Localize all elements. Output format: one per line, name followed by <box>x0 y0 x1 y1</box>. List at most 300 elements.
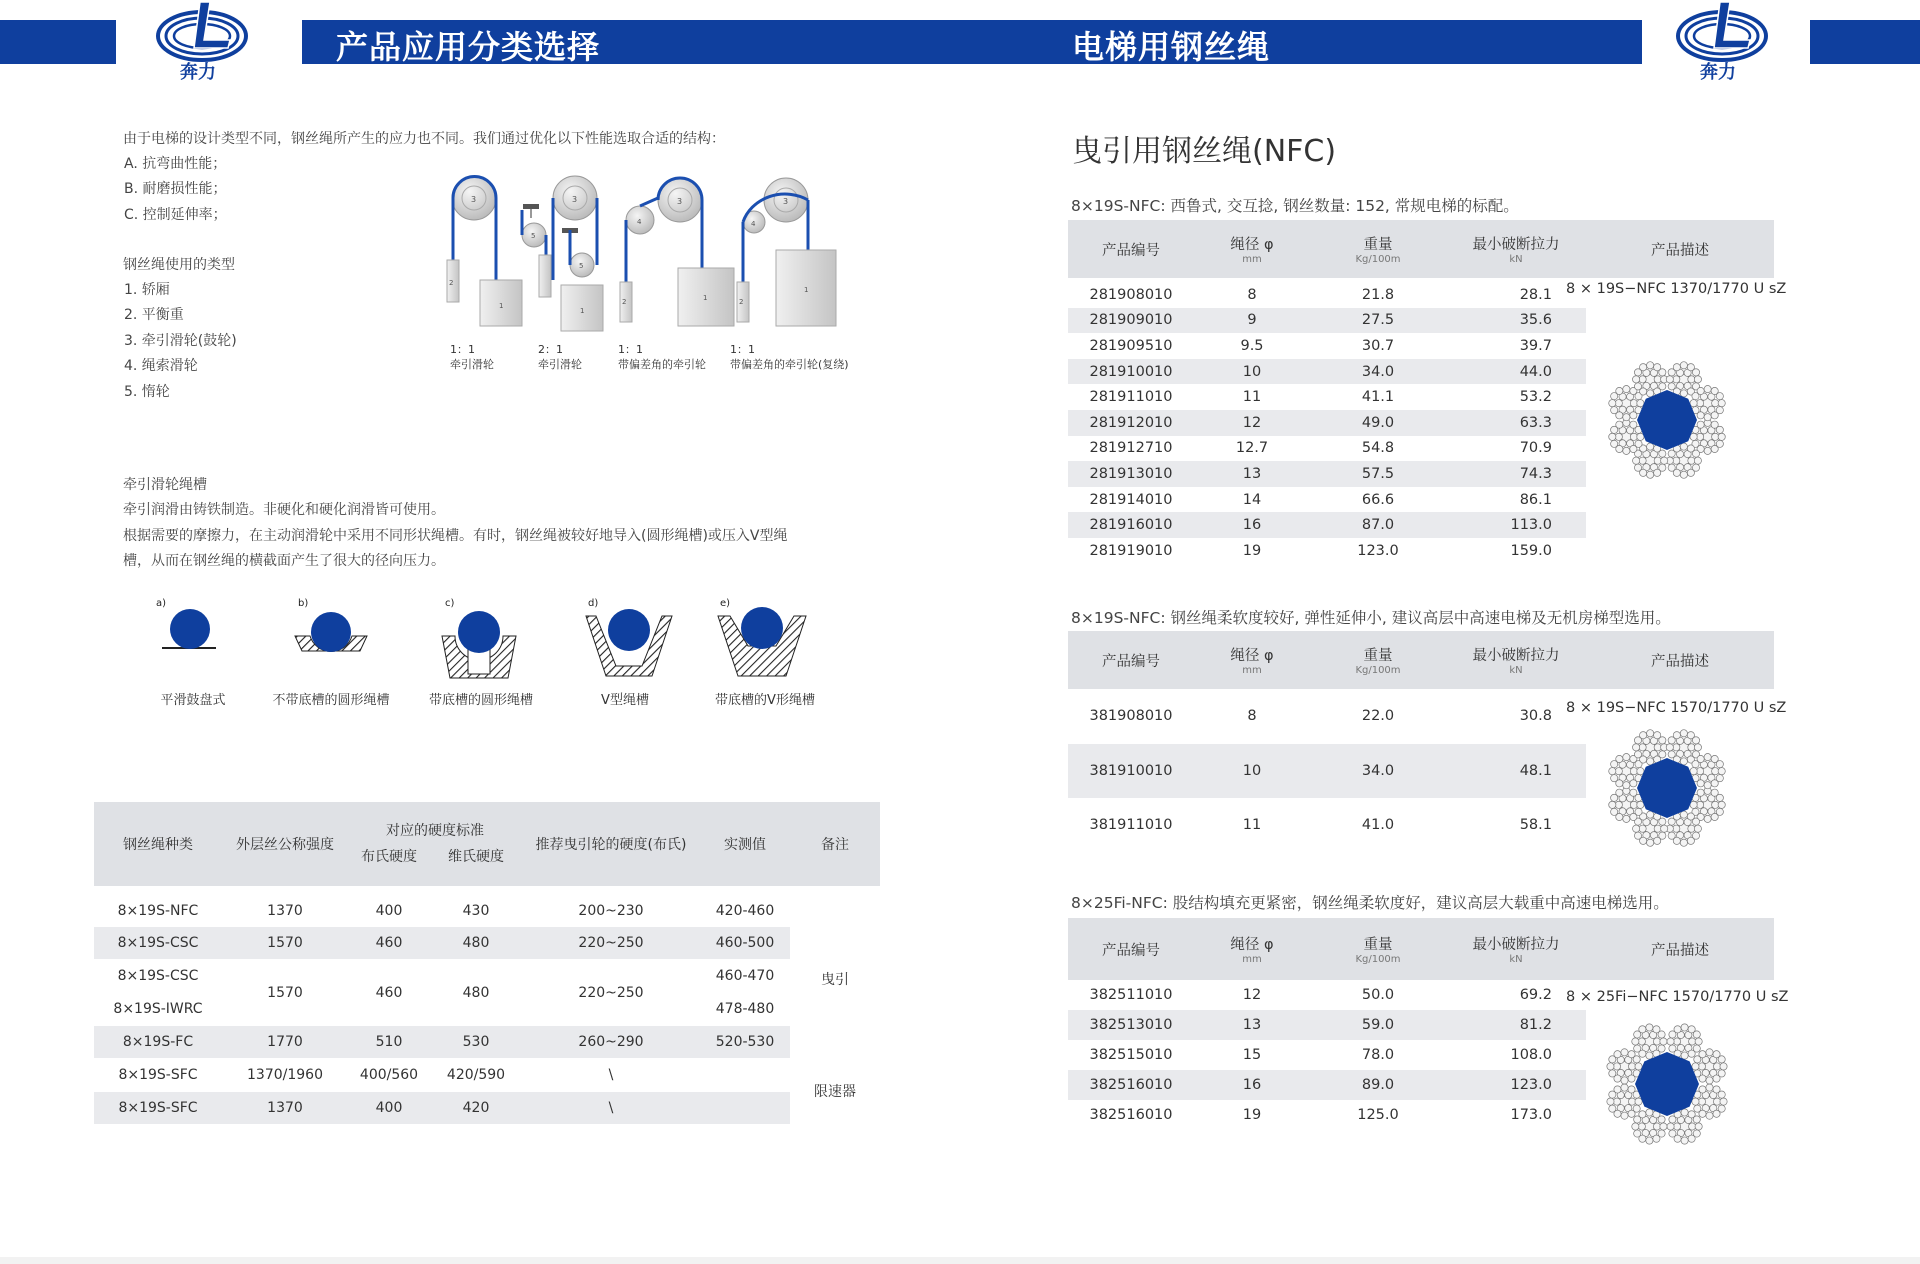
cell-code: 281910010 <box>1068 359 1194 385</box>
groove-caption-e: 带底槽的V形绳槽 <box>715 693 815 708</box>
rope-wire <box>1611 775 1618 782</box>
rope-wire <box>1639 744 1646 751</box>
rope-wire <box>1706 1084 1713 1091</box>
cell-weight: 30.7 <box>1361 337 1395 354</box>
rope-wire <box>1680 362 1687 369</box>
cell-weight: 49.0 <box>1310 410 1446 436</box>
rope-wire <box>1692 369 1699 376</box>
groove-line-1: 牵引润滑由铸铁制造。非硬化和硬化润滑皆可使用。 <box>123 502 445 518</box>
rope-wire <box>1646 1109 1653 1116</box>
rope-wire <box>1623 782 1630 789</box>
brand-logo <box>152 0 252 84</box>
rope-wire <box>1692 737 1699 744</box>
rope-wire <box>1668 751 1675 758</box>
col-header-brinell: 布氏硬度 <box>361 849 417 865</box>
cell-code: 281908010 <box>1089 286 1173 303</box>
rope-wire <box>1698 1063 1705 1070</box>
rope-wire <box>1680 730 1687 737</box>
svg-text:4: 4 <box>637 218 642 226</box>
rope-wire <box>1634 1045 1641 1052</box>
cell-code: 381908010 <box>1089 708 1173 725</box>
rope-wire <box>1712 768 1719 775</box>
rope-wire <box>1688 1050 1695 1057</box>
rope-wire <box>1716 426 1723 433</box>
rope-wire <box>1616 387 1623 394</box>
rope-wire <box>1621 1112 1628 1119</box>
rope-wire <box>1688 1135 1695 1142</box>
rope-wire <box>1713 1098 1720 1105</box>
rope-wire <box>1690 433 1697 440</box>
cell-weight: 21.8 <box>1361 286 1395 303</box>
rope-wire <box>1647 443 1654 450</box>
col-header-desc: 产品描述 <box>1651 242 1709 259</box>
rope-wire <box>1716 393 1723 400</box>
remark-governor: 限速器 <box>790 1058 880 1124</box>
rope-core <box>1637 758 1697 818</box>
list-item: A. 抗弯曲性能； <box>124 156 227 172</box>
rope-wire <box>1713 1063 1720 1070</box>
rope-wire <box>1615 433 1622 440</box>
cell-weight: 57.5 <box>1310 461 1446 487</box>
rope-wire <box>1609 768 1616 775</box>
svg-text:4: 4 <box>751 220 756 228</box>
table-row: 8×19S-CSC 8×19S-IWRC 1570 460 480 220~250 460-470 478-480 <box>113 968 775 1017</box>
rope-wire <box>1697 789 1704 796</box>
col-header-diameter: 绳径 φ mm <box>1230 648 1274 676</box>
logo-text: 奔力 <box>1700 62 1736 83</box>
groove-b <box>295 598 367 652</box>
groove-caption-c: 带底槽的圆形绳槽 <box>428 693 533 708</box>
cell-force: 159.0 <box>1510 542 1552 559</box>
cell-weight: 123.0 <box>1357 542 1399 559</box>
rope-wire <box>1647 758 1654 765</box>
col-header-force: 最小破断拉力 kN <box>1472 237 1560 265</box>
rope-wire <box>1630 445 1637 452</box>
rope-wire <box>1639 1111 1646 1118</box>
groove-line-3: 槽，从而在钢丝绳的横截面产生了很大的径向压力。 <box>123 553 445 569</box>
rope-core <box>1635 1052 1699 1116</box>
section-title: 曳引用钢丝绳(NFC) <box>1072 134 1337 169</box>
rope-wire <box>1634 464 1641 471</box>
roping-diagram-3 <box>620 178 734 326</box>
rope-wire <box>1694 376 1701 383</box>
cell-code: 281913010 <box>1068 461 1194 487</box>
rope-wire <box>1680 811 1687 818</box>
rope-wire <box>1639 457 1646 464</box>
rope-wire <box>1713 1110 1720 1117</box>
svg-text:1: 1 <box>804 286 809 294</box>
svg-text:5: 5 <box>579 262 584 270</box>
rope-wire <box>1698 1098 1705 1105</box>
rope-wire <box>1654 457 1661 464</box>
rope-wire <box>1609 1105 1616 1112</box>
usage-list <box>124 278 237 405</box>
groove-caption-d: V型绳槽 <box>601 693 649 708</box>
cell-code: 381910010 <box>1068 744 1194 799</box>
cell-weight: 59.0 <box>1310 1010 1446 1040</box>
rope-wire <box>1623 447 1630 454</box>
svg-text:3: 3 <box>783 197 789 206</box>
roping-diagram-4 <box>737 178 836 326</box>
cell-code: 382511010 <box>1089 987 1173 1003</box>
cell-code: 381911010 <box>1089 817 1173 834</box>
rope-wire <box>1693 1116 1700 1123</box>
rope-wire <box>1718 801 1725 808</box>
header-bar-left <box>0 20 116 64</box>
rope-wire <box>1669 1130 1676 1137</box>
rope-wire <box>1640 732 1647 739</box>
page-footer-strip <box>0 1257 1920 1264</box>
rope-wire <box>1633 744 1640 751</box>
rope-wire <box>1720 1063 1727 1070</box>
rope-wire <box>1634 832 1641 839</box>
rope-wire <box>1638 1123 1645 1130</box>
rope-wire <box>1716 761 1723 768</box>
rope-wire <box>1634 751 1641 758</box>
rope-wire <box>1681 1024 1688 1031</box>
cell-weight: 34.0 <box>1310 359 1446 385</box>
intro-list <box>124 152 227 228</box>
cell-code: 382516010 <box>1068 1070 1194 1100</box>
rope-wire <box>1615 801 1622 808</box>
rope-wire <box>1628 1063 1635 1070</box>
cell-weight: 89.0 <box>1310 1070 1446 1100</box>
rope-wire <box>1688 376 1695 383</box>
rope-wire <box>1687 469 1694 476</box>
rope-wire <box>1634 383 1641 390</box>
table-row <box>1068 512 1774 538</box>
cell-weight: 41.0 <box>1361 817 1395 834</box>
rope-wire <box>1668 383 1675 390</box>
rope-wire <box>1713 1075 1720 1082</box>
rope-wire <box>1699 1086 1706 1093</box>
cell-diameter: 9.5 <box>1240 337 1264 354</box>
col-header-sheave: 推荐曳引轮的硬度(布氏) <box>535 837 687 853</box>
groove-diagrams <box>150 596 830 686</box>
cell-force: 28.1 <box>1519 286 1552 303</box>
cell-diameter: 10 <box>1194 359 1310 385</box>
rope-wire <box>1647 811 1654 818</box>
list-item: B. 耐磨损性能； <box>124 181 227 198</box>
groove-d <box>586 598 672 676</box>
col-header-vickers: 维氏硬度 <box>448 849 504 865</box>
svg-text:1: 1 <box>499 302 504 310</box>
left-page-title: 产品应用分类选择 <box>336 28 601 66</box>
rope-wire <box>1654 744 1661 751</box>
svg-text:2: 2 <box>449 279 454 287</box>
rope-wire <box>1661 825 1668 832</box>
rope-wire <box>1704 386 1711 393</box>
col-header-code: 产品编号 <box>1102 242 1160 259</box>
rope-wire <box>1613 1098 1620 1105</box>
cell-diameter: 12.7 <box>1235 440 1269 457</box>
svg-text:5: 5 <box>531 232 536 240</box>
rope-wire <box>1681 1137 1688 1144</box>
rope-wire <box>1639 825 1646 832</box>
rope-wire <box>1621 1049 1628 1056</box>
cell-diameter: 16 <box>1194 512 1310 538</box>
svg-text:e): e) <box>720 598 731 609</box>
rope-wire <box>1630 400 1637 407</box>
col-header-code: 产品编号 <box>1102 653 1160 670</box>
cell-code: 281909510 <box>1089 337 1173 354</box>
rope-wire <box>1704 782 1711 789</box>
cell-force: 58.1 <box>1519 817 1552 834</box>
groove-title: 牵引滑轮绳槽 <box>123 477 207 493</box>
cell-diameter: 9 <box>1194 308 1310 334</box>
rope-wire <box>1646 1024 1653 1031</box>
svg-text:2: 2 <box>622 298 627 306</box>
rope-wire <box>1718 1056 1725 1063</box>
groove-c <box>442 598 516 678</box>
rope-wire <box>1688 744 1695 751</box>
rope-wire <box>1647 390 1654 397</box>
rope-wire <box>1611 440 1618 447</box>
rope-wire <box>1653 1038 1660 1045</box>
rope-wire <box>1660 1123 1667 1130</box>
col-header-type: 钢丝绳种类 <box>123 837 193 853</box>
rope-wire <box>1658 1116 1665 1123</box>
rope-wire <box>1615 400 1622 407</box>
cell-diameter: 15 <box>1242 1047 1262 1063</box>
col-header-weight: 重量 Kg/100m <box>1355 937 1401 965</box>
rope-wire <box>1680 758 1687 765</box>
usage-title: 钢丝绳使用的类型 <box>123 257 235 273</box>
rope-wire <box>1711 813 1718 820</box>
cell-force: 74.3 <box>1446 461 1586 487</box>
product-section-title-2: 8×19S-NFC: 钢丝绳柔软度较好, 弹性延伸小, 建议高层中高速电梯及无机房梯型选用。 <box>1071 609 1671 627</box>
svg-text:3: 3 <box>471 195 477 204</box>
cell-diameter: 13 <box>1194 461 1310 487</box>
cell-diameter: 14 <box>1242 491 1262 508</box>
rope-wire <box>1673 1123 1680 1130</box>
rope-wire <box>1680 443 1687 450</box>
list-item: 3. 牵引滑轮(鼓轮) <box>124 332 237 349</box>
rope-wire <box>1668 464 1675 471</box>
rope-wire <box>1613 1063 1620 1070</box>
rope-wire <box>1630 780 1637 787</box>
rope-wire <box>1637 801 1644 808</box>
cell-diameter: 19 <box>1242 542 1262 559</box>
rope-wire <box>1712 801 1719 808</box>
rope-wire <box>1609 433 1616 440</box>
product-desc-3: 8 × 25Fi−NFC 1570/1770 U sZ <box>1566 989 1789 1005</box>
cell-force: 86.1 <box>1519 491 1552 508</box>
svg-text:c): c) <box>445 598 455 609</box>
product-desc-2: 8 × 19S−NFC 1570/1770 U sZ <box>1566 700 1787 716</box>
rope-wire <box>1712 433 1719 440</box>
rope-wire <box>1693 1031 1700 1038</box>
rope-wire <box>1659 450 1666 457</box>
rope-wire <box>1673 376 1680 383</box>
col-header-standard: 对应的硬度标准 <box>386 823 484 839</box>
rope-wire <box>1704 815 1711 822</box>
rope-wire <box>1692 450 1699 457</box>
rope-wire <box>1718 768 1725 775</box>
rope-wire <box>1607 1098 1614 1105</box>
list-item: C. 控制延伸率； <box>124 206 227 223</box>
svg-text:d): d) <box>588 598 599 609</box>
cell-force: 108.0 <box>1510 1047 1552 1063</box>
rope-wire <box>1667 1123 1674 1130</box>
rope-wire <box>1696 400 1703 407</box>
list-item: 1. 轿厢 <box>124 282 170 298</box>
svg-text:1: 1 <box>580 307 585 315</box>
col-header-force: 最小破断拉力 kN <box>1472 937 1560 965</box>
col-header-diameter: 绳径 φ mm <box>1230 237 1274 265</box>
list-item: 5. 惰轮 <box>124 383 170 400</box>
rope-wire <box>1667 1038 1674 1045</box>
rope-wire <box>1681 1109 1688 1116</box>
roping-caption-2: 2：1 牵引滑轮 <box>538 343 582 371</box>
rope-wire <box>1659 818 1666 825</box>
cell-code: 281911010 <box>1089 389 1173 406</box>
product-section-title-3: 8×25Fi-NFC: 股结构填充更紧密，钢丝绳柔软度好，建议高层大载重中高速电梯选用。 <box>1071 894 1669 912</box>
rope-wire <box>1694 744 1701 751</box>
table-row: 8×19S-NFC 1370 400 430 200~230 420-460 曳引 <box>94 894 880 927</box>
cell-force: 39.7 <box>1519 337 1552 354</box>
rope-wire <box>1692 818 1699 825</box>
rope-wire <box>1635 1063 1642 1070</box>
rope-wire <box>1696 768 1703 775</box>
rope-wire <box>1673 744 1680 751</box>
brand-logo-right <box>1672 0 1772 84</box>
rope-wire <box>1696 801 1703 808</box>
rope-wire <box>1680 839 1687 846</box>
rope-wire <box>1673 1038 1680 1045</box>
cell-weight: 87.0 <box>1310 512 1446 538</box>
rope-wire <box>1690 400 1697 407</box>
rope-cross-section-1 <box>1602 355 1732 485</box>
cell-code: 281914010 <box>1089 491 1173 508</box>
rope-wire <box>1673 825 1680 832</box>
rope-wire <box>1659 369 1666 376</box>
rope-wire <box>1630 433 1637 440</box>
cell-diameter: 10 <box>1194 744 1310 799</box>
cell-weight: 27.5 <box>1310 308 1446 334</box>
rope-wire <box>1654 376 1661 383</box>
rope-wire <box>1711 412 1718 419</box>
rope-wire <box>1653 1123 1660 1130</box>
cell-force: 30.8 <box>1519 708 1552 725</box>
cell-code: 382515010 <box>1089 1047 1173 1063</box>
cell-diameter: 11 <box>1242 389 1262 406</box>
cell-diameter: 16 <box>1194 1070 1310 1100</box>
cell-force: 48.1 <box>1446 744 1586 799</box>
rope-wire <box>1634 1130 1641 1137</box>
rope-wire <box>1633 825 1640 832</box>
rope-wire <box>1654 837 1661 844</box>
cell-code: 281916010 <box>1068 512 1194 538</box>
groove-caption-a: 平滑鼓盘式 <box>160 693 226 708</box>
rope-wire <box>1689 1123 1696 1130</box>
rope-wire <box>1704 754 1711 761</box>
cell-weight: 22.0 <box>1361 708 1395 725</box>
rope-wire <box>1615 768 1622 775</box>
rope-wire <box>1630 768 1637 775</box>
roping-caption-1: 1：1 牵引滑轮 <box>450 343 494 371</box>
rope-wire <box>1668 832 1675 839</box>
rope-wire <box>1687 837 1694 844</box>
rope-wire <box>1621 1077 1628 1084</box>
roping-caption-4: 1：1 带偏差角的牵引轮(复绕) <box>730 343 849 371</box>
rope-wire <box>1633 1056 1640 1063</box>
rope-wire <box>1711 445 1718 452</box>
table-row: 8×19S-FC 1770 510 530 260~290 520-530 <box>94 1026 880 1058</box>
rope-wire <box>1695 1123 1702 1130</box>
col-header-desc: 产品描述 <box>1651 942 1709 959</box>
rope-wire <box>1658 1031 1665 1038</box>
cell-code: 382513010 <box>1068 1010 1194 1040</box>
rope-wire <box>1696 433 1703 440</box>
rope-wire <box>1661 457 1668 464</box>
rope-wire <box>1646 1052 1653 1059</box>
rope-wire <box>1616 789 1623 796</box>
rope-wire <box>1614 1051 1621 1058</box>
col-header-remark: 备注 <box>821 837 849 853</box>
roping-diagrams <box>440 170 860 340</box>
rope-wire <box>1628 1098 1635 1105</box>
rope-wire <box>1720 1098 1727 1105</box>
rope-wire <box>1694 1105 1701 1112</box>
rope-wire <box>1674 1026 1681 1033</box>
cell-force: 123.0 <box>1446 1070 1586 1100</box>
col-header-force: 最小破断拉力 kN <box>1472 648 1560 676</box>
cell-force: 69.2 <box>1519 987 1552 1003</box>
cell-code: 281909010 <box>1068 308 1194 334</box>
list-item: 4. 绳索滑轮 <box>124 358 198 375</box>
rope-wire <box>1660 1038 1667 1045</box>
rope-wire <box>1690 801 1697 808</box>
table-row: 8×19S-SFC 1370/1960 400/560 420/590 \ 限速器 <box>94 1058 880 1092</box>
cell-force: 70.9 <box>1519 440 1552 457</box>
cell-weight: 125.0 <box>1357 1107 1399 1123</box>
rope-wire <box>1640 364 1647 371</box>
rope-wire <box>1690 768 1697 775</box>
rope-wire <box>1694 825 1701 832</box>
col-header-code: 产品编号 <box>1102 942 1160 959</box>
rope-wire <box>1704 447 1711 454</box>
cell-code: 281912710 <box>1089 440 1173 457</box>
product-section-title-1: 8×19S-NFC: 西鲁式, 交互捻, 钢丝数量: 152, 常规电梯的标配。 <box>1071 197 1519 215</box>
col-header-desc: 产品描述 <box>1651 653 1709 670</box>
cell-weight: 34.0 <box>1310 744 1446 799</box>
cell-force: 53.2 <box>1519 389 1552 406</box>
rope-wire <box>1630 801 1637 808</box>
rope-wire <box>1718 400 1725 407</box>
rope-wire <box>1718 433 1725 440</box>
rope-wire <box>1718 1091 1725 1098</box>
cell-diameter: 12 <box>1242 987 1262 1003</box>
rope-wire <box>1647 471 1654 478</box>
rope-wire <box>1646 1137 1653 1144</box>
rope-wire <box>1609 400 1616 407</box>
cell-diameter: 11 <box>1242 817 1262 834</box>
rope-wire <box>1694 457 1701 464</box>
rope-wire <box>1706 1049 1713 1056</box>
table-row: 8×19S-SFC 1370 400 420 \ <box>94 1092 880 1124</box>
rope-wire <box>1706 1112 1713 1119</box>
rope-wire <box>1688 457 1695 464</box>
rope-wire <box>1633 457 1640 464</box>
cell-weight: 50.0 <box>1361 987 1395 1003</box>
svg-text:3: 3 <box>677 197 683 206</box>
cell-force: 63.3 <box>1446 410 1586 436</box>
rope-wire <box>1653 1135 1660 1142</box>
rope-wire <box>1659 737 1666 744</box>
rope-wire <box>1692 1098 1699 1105</box>
rope-wire <box>1697 387 1704 394</box>
